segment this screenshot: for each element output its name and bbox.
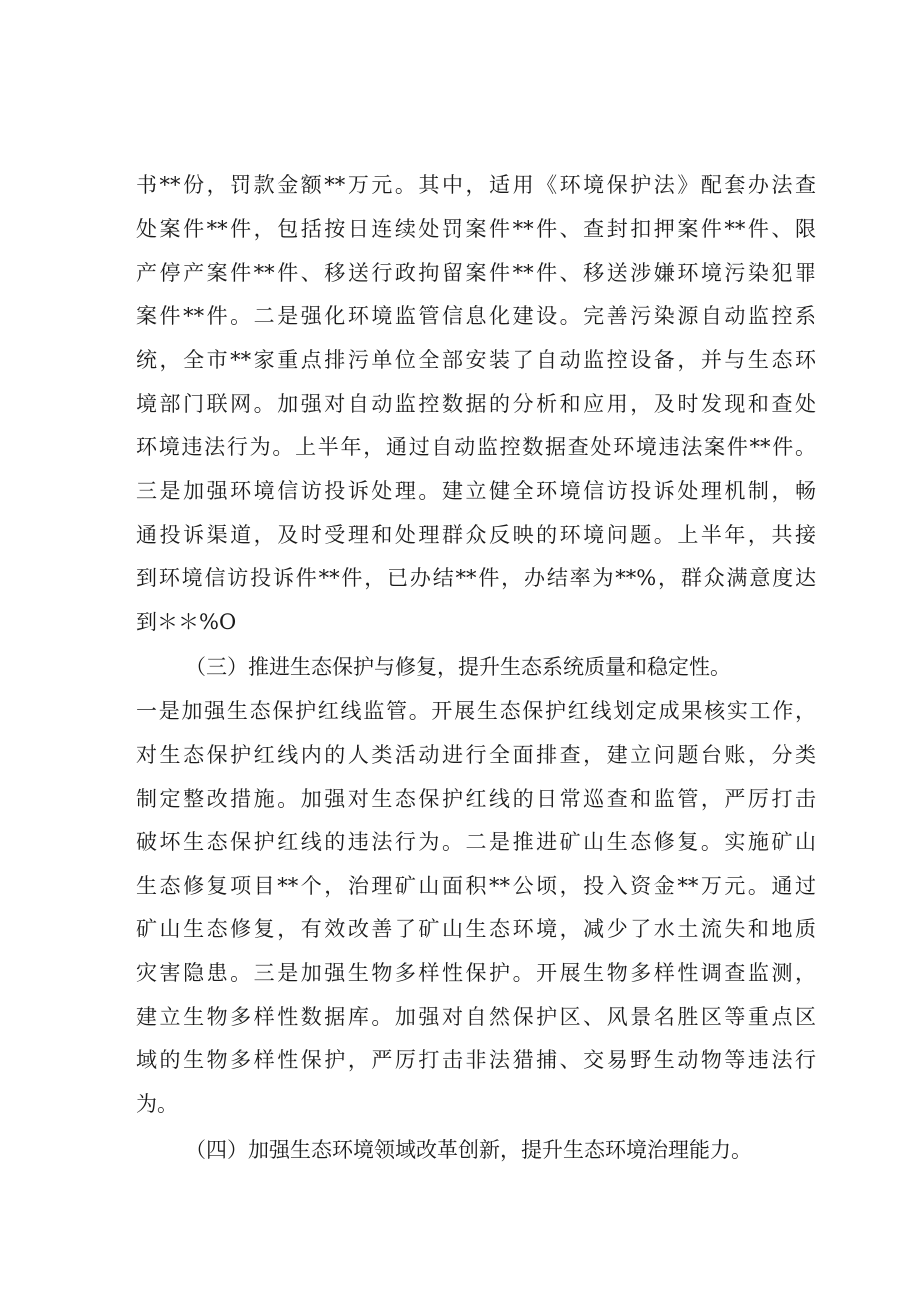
text-line: 域的生物多样性保护，严厉打击非法猎捕、交易野生动物等违法行 [136, 1048, 816, 1072]
text-line: 制定整改措施。加强对生态保护红线的日常巡查和监管，严厉打击 [136, 787, 816, 811]
text-line: 三是加强环境信访投诉处理。建立健全环境信访投诉处理机制，畅 [136, 479, 816, 503]
text-line: 环境违法行为。上半年，通过自动监控数据查处环境违法案件**件。 [136, 435, 816, 459]
text-line: 到环境信访投诉件**件，已办结**件，办结率为**%，群众满意度达 [136, 566, 816, 590]
text-line: 统，全市**家重点排污单位全部安装了自动监控设备，并与生态环 [136, 348, 816, 372]
text-line: 境部门联网。加强对自动监控数据的分析和应用，及时发现和查处 [136, 392, 816, 416]
text-line: 为。 [136, 1092, 178, 1116]
text-line: 对生态保护红线内的人类活动进行全面排查，建立问题台账，分类 [136, 743, 816, 767]
text-line: 破坏生态保护红线的违法行为。二是推进矿山生态修复。实施矿山 [136, 830, 816, 854]
text-line: 案件**件。二是强化环境监管信息化建设。完善污染源自动监控系 [136, 304, 816, 328]
text-line: 建立生物多样性数据库。加强对自然保护区、风景名胜区等重点区 [136, 1005, 816, 1029]
section-heading: （四）加强生态环境领域改革创新，提升生态环境治理能力。 [185, 1138, 752, 1162]
text-line: 一是加强生态保护红线监管。开展生态保护红线划定成果核实工作， [136, 699, 816, 723]
text-line: 产停产案件**件、移送行政拘留案件**件、移送涉嫌环境污染犯罪 [136, 261, 816, 285]
text-line: 处案件**件，包括按日连续处罚案件**件、查封扣押案件**件、限 [136, 217, 816, 241]
text-line: 通投诉渠道，及时受理和处理群众反映的环境问题。上半年，共接 [136, 523, 816, 547]
text-line: 书**份，罚款金额**万元。其中，适用《环境保护法》配套办法查 [136, 173, 816, 197]
section-heading: （三）推进生态保护与修复，提升生态系统质量和稳定性。 [185, 655, 731, 679]
text-line: 矿山生态修复，有效改善了矿山生态环境，减少了水土流失和地质 [136, 917, 816, 941]
text-line: 到＊＊%O [136, 610, 237, 634]
text-line: 灾害隐患。三是加强生物多样性保护。开展生物多样性调查监测， [136, 961, 816, 985]
text-line: 生态修复项目**个，治理矿山面积**公顷，投入资金**万元。通过 [136, 874, 816, 898]
